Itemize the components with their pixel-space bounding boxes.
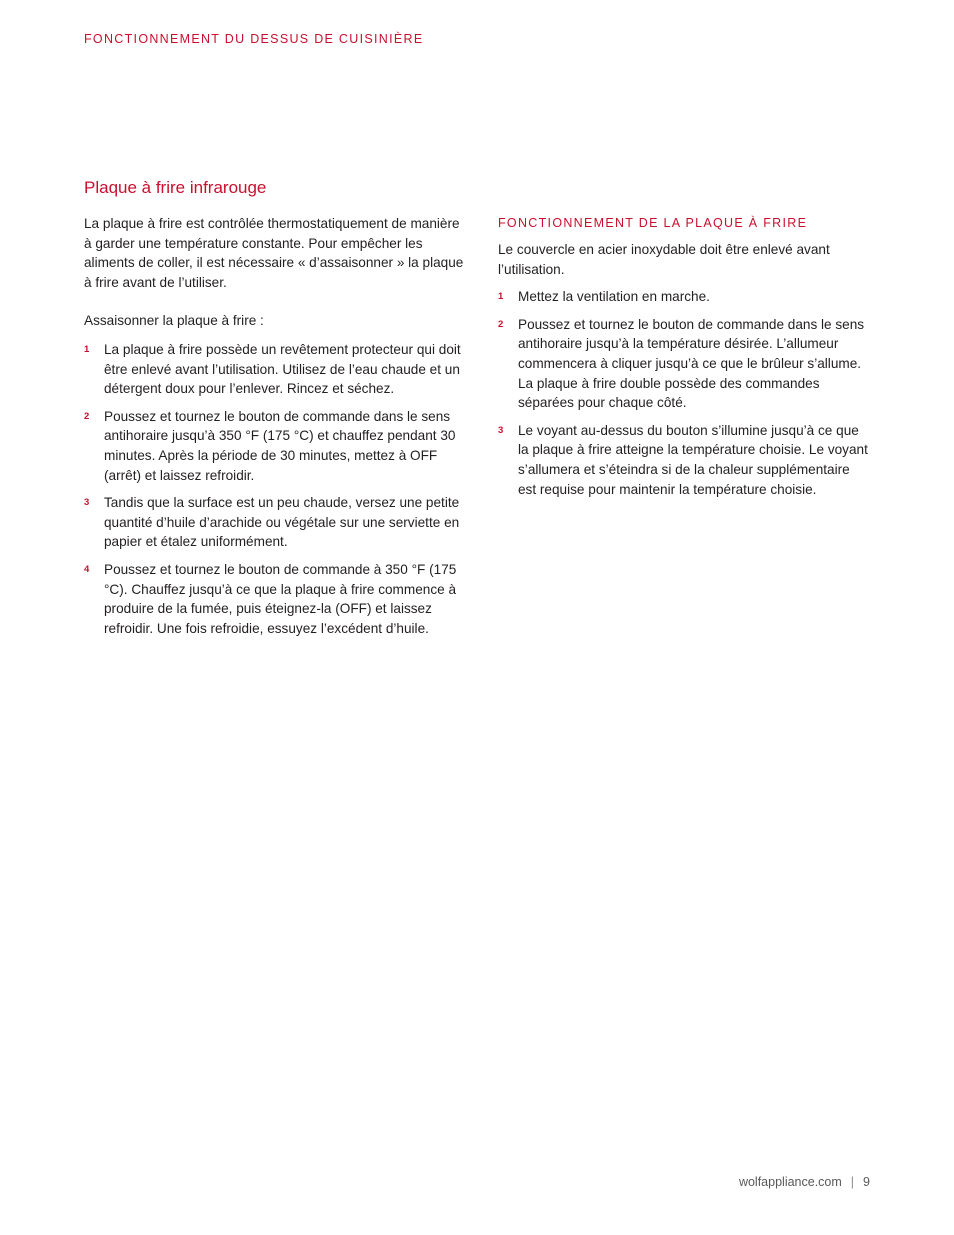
footer-separator: | (850, 1175, 855, 1189)
step-text: Poussez et tournez le bouton de commande dans le sens antihoraire jusqu’à 350 °F (175 °C) et chauffez pendant 30 minutes. Après la période de 30 minutes, mettez à OFF (arrêt) et laissez refroidir. (104, 408, 456, 483)
operation-steps (498, 287, 870, 499)
step-number: 3 (498, 424, 504, 436)
operation-intro: Le couvercle en acier inoxydable doit être enlevé avant l’utilisation. (498, 242, 830, 277)
step-text: Poussez et tournez le bouton de commande dans le sens antihoraire jusqu’à la température désirée. L’allumeur commencera à cliquer jusqu’à ce que le brûleur s’allume. La plaque à frire double possède des commandes séparées pour chaque côté. (518, 316, 865, 411)
step-number: 1 (84, 343, 90, 355)
right-column (498, 214, 870, 507)
step-text: Le voyant au-dessus du bouton s’illumine jusqu’à ce que la plaque à frire atteigne la température choisie. Le voyant s’allumera et s’éteindra si de la chaleur supplémentaire est requise pour maintenir la température choisie. (518, 422, 868, 497)
running-header: FONCTIONNEMENT DU DESSUS DE CUISINIÈRE (84, 32, 424, 46)
step-text: Mettez la ventilation en marche. (518, 289, 710, 305)
operation-step (498, 315, 870, 413)
operation-heading: FONCTIONNEMENT DE LA PLAQUE À FRIRE (498, 216, 808, 230)
website-link[interactable]: wolfappliance.com (738, 1175, 842, 1189)
section-title: Plaque à frire infrarouge (84, 178, 267, 197)
step-number: 2 (84, 410, 90, 422)
page-footer (739, 1175, 870, 1189)
step-number: 3 (84, 497, 90, 509)
seasoning-step (84, 340, 464, 399)
seasoning-steps (84, 340, 464, 638)
step-text: Poussez et tournez le bouton de commande à 350 °F (175 °C). Chauffez jusqu’à ce que la plaque à frire commence à produire de la fumée, puis éteignez-la (OFF) et laissez refroidir. Une fois refroidie, essuyez l’excédent d’huile. (104, 561, 457, 636)
step-number: 4 (84, 563, 90, 575)
page-number: 9 (863, 1175, 870, 1189)
step-number: 1 (498, 291, 504, 303)
seasoning-step (84, 560, 464, 638)
operation-step (498, 287, 870, 307)
step-text: La plaque à frire possède un revêtement protecteur qui doit être enlevé avant l’utilisation. Utilisez de l’eau chaude et un détergent doux pour l’enlever. Rincez et séchez. (104, 341, 461, 397)
step-text: Tandis que la surface est un peu chaude, versez une petite quantité d’huile d’arachide ou végétale sur une serviette en papier et étalez uniformément. (104, 495, 460, 550)
seasoning-step (84, 493, 464, 552)
intro-paragraph: La plaque à frire est contrôlée thermostatiquement de manière à garder une température constante. Pour empêcher les aliments de coller, il est nécessaire « d’assaisonner » la plaque à frire avant de l’utiliser. (84, 216, 464, 290)
seasoning-step (84, 407, 464, 485)
left-column (84, 214, 464, 646)
seasoning-heading: Assaisonner la plaque à frire : (84, 313, 264, 329)
step-number: 2 (498, 318, 504, 330)
operation-step (498, 421, 870, 499)
